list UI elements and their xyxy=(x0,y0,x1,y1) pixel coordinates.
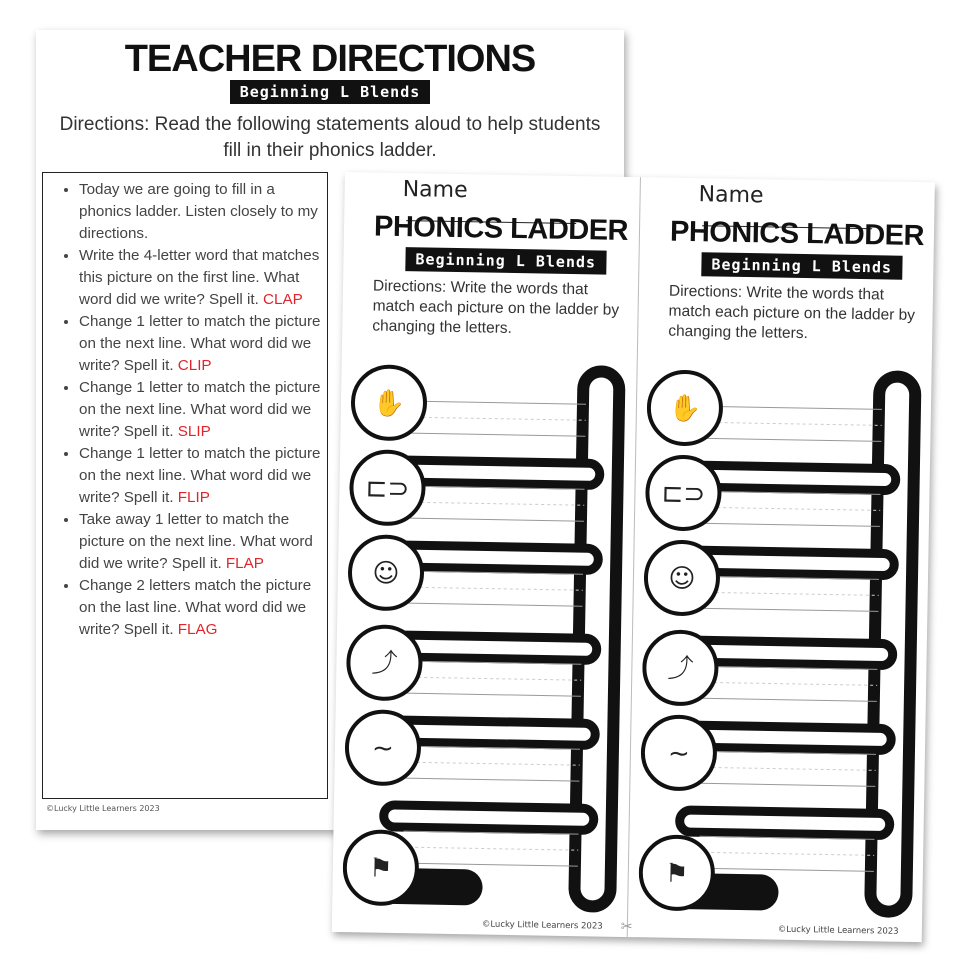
svg-text:⊏⊃: ⊏⊃ xyxy=(365,473,410,505)
step-answer: CLIP xyxy=(177,357,212,374)
name-label: Name xyxy=(698,182,764,209)
clap-hands-icon xyxy=(352,366,425,439)
writing-line[interactable] xyxy=(406,693,581,696)
svg-text:⤴: ⤴ xyxy=(667,653,694,685)
worksheet-title: PHONICS LADDER xyxy=(669,215,925,253)
checkered-flag-icon xyxy=(640,836,713,909)
checkered-flag-icon xyxy=(344,831,417,904)
writing-line[interactable] xyxy=(411,417,586,420)
slipping-boy-icon xyxy=(349,536,422,609)
svg-text:⚑: ⚑ xyxy=(368,853,393,884)
teacher-directions: Directions: Read the following statements aloud to help students fill in their phonics ladder. xyxy=(59,114,601,161)
worksheet-directions: Directions: Write the words that match each picture on the ladder by changing the letters. xyxy=(372,277,620,337)
name-label: Name xyxy=(402,177,468,204)
step-text: Change 2 letters match the picture on the last line. What word did we write? Spell it. xyxy=(79,577,312,638)
svg-text:☺: ☺ xyxy=(668,563,696,595)
writing-line[interactable] xyxy=(407,603,582,606)
scissors-icon: ✂ xyxy=(620,918,633,936)
teacher-title: TEACHER DIRECTIONS xyxy=(124,38,536,80)
writing-line[interactable] xyxy=(702,698,877,701)
writing-line[interactable] xyxy=(706,438,881,441)
ladder xyxy=(638,352,928,927)
clap-hands-icon xyxy=(648,371,721,444)
direction-step xyxy=(79,377,323,443)
writing-line[interactable] xyxy=(699,868,874,871)
writing-line[interactable] xyxy=(704,592,879,595)
writing-line[interactable] xyxy=(411,401,586,404)
step-text: Today we are going to fill in a phonics ladder. Listen closely to my directions. xyxy=(79,181,318,242)
writing-line[interactable] xyxy=(409,502,584,505)
svg-text:~: ~ xyxy=(371,733,395,764)
teacher-badge: Beginning L Blends xyxy=(230,80,431,104)
writing-line[interactable] xyxy=(404,778,579,781)
writing-line[interactable] xyxy=(410,433,585,436)
step-text: Change 1 letter to match the picture on the next line. What word did we write? Spell it. xyxy=(79,313,321,374)
svg-text:⊏⊃: ⊏⊃ xyxy=(661,478,706,510)
step-text: Change 1 letter to match the picture on the next line. What word did we write? Spell it. xyxy=(79,379,321,440)
svg-text:✋: ✋ xyxy=(668,393,702,425)
writing-line[interactable] xyxy=(707,406,882,409)
step-answer: FLAG xyxy=(177,621,218,638)
svg-text:⚑: ⚑ xyxy=(664,858,689,890)
writing-line[interactable] xyxy=(701,767,876,770)
teacher-footer: ©Lucky Little Learners 2023 xyxy=(46,804,160,813)
svg-text:✋: ✋ xyxy=(372,388,406,420)
writing-line[interactable] xyxy=(405,762,580,765)
direction-step xyxy=(79,443,323,509)
step-text: Write the 4-letter word that matches this picture on the first line. What word did we write? Spell it. xyxy=(79,247,320,308)
writing-line[interactable] xyxy=(403,847,578,850)
worksheet-right xyxy=(627,177,933,942)
step-answer: FLIP xyxy=(177,489,210,506)
direction-step xyxy=(79,509,323,575)
svg-text:⤴: ⤴ xyxy=(371,648,398,679)
writing-line[interactable] xyxy=(705,507,880,510)
writing-line[interactable] xyxy=(700,783,875,786)
worksheet-footer: ©Lucky Little Learners 2023 xyxy=(777,924,899,937)
worksheet-badge: Beginning L Blends xyxy=(701,252,902,279)
ladder-rung xyxy=(680,810,890,836)
step-text: Change 1 letter to match the picture on the next line. What word did we write? Spell it. xyxy=(79,445,321,506)
direction-step xyxy=(79,245,323,311)
step-answer: FLAP xyxy=(225,555,264,572)
direction-step xyxy=(79,575,323,641)
worksheet-title: PHONICS LADDER xyxy=(373,210,629,247)
writing-line[interactable] xyxy=(406,677,581,680)
flapping-bird-icon xyxy=(346,711,419,784)
trampoline-flip-icon xyxy=(348,626,421,699)
svg-text:☺: ☺ xyxy=(372,558,400,590)
worksheet-footer: ©Lucky Little Learners 2023 xyxy=(481,919,603,932)
ladder-rung xyxy=(384,805,594,831)
direction-step xyxy=(79,311,323,377)
writing-line[interactable] xyxy=(703,608,878,611)
writing-line[interactable] xyxy=(702,682,877,685)
slipping-boy-icon xyxy=(645,541,718,614)
trampoline-flip-icon xyxy=(644,631,717,704)
step-answer: CLAP xyxy=(263,291,303,308)
direction-step xyxy=(79,179,323,245)
writing-line[interactable] xyxy=(403,863,578,866)
ladder xyxy=(342,347,632,922)
paper-clip-icon xyxy=(647,456,720,529)
worksheet-left xyxy=(332,172,637,937)
worksheet-directions: Directions: Write the words that match each picture on the ladder by changing the letters. xyxy=(668,282,916,343)
writing-line[interactable] xyxy=(699,852,874,855)
svg-text:~: ~ xyxy=(667,738,691,770)
writing-line[interactable] xyxy=(707,422,882,425)
flapping-bird-icon xyxy=(642,716,715,789)
writing-line[interactable] xyxy=(705,523,880,526)
step-answer: SLIP xyxy=(177,423,211,440)
worksheet-badge: Beginning L Blends xyxy=(405,247,606,274)
writing-line[interactable] xyxy=(409,518,584,521)
step-text: Take away 1 letter to match the picture on the next line. What word did we write? Spell it. xyxy=(79,511,313,572)
paper-clip-icon xyxy=(351,451,424,524)
phonics-ladder-page xyxy=(332,172,935,942)
teacher-steps-box xyxy=(42,172,328,799)
writing-line[interactable] xyxy=(408,587,583,590)
